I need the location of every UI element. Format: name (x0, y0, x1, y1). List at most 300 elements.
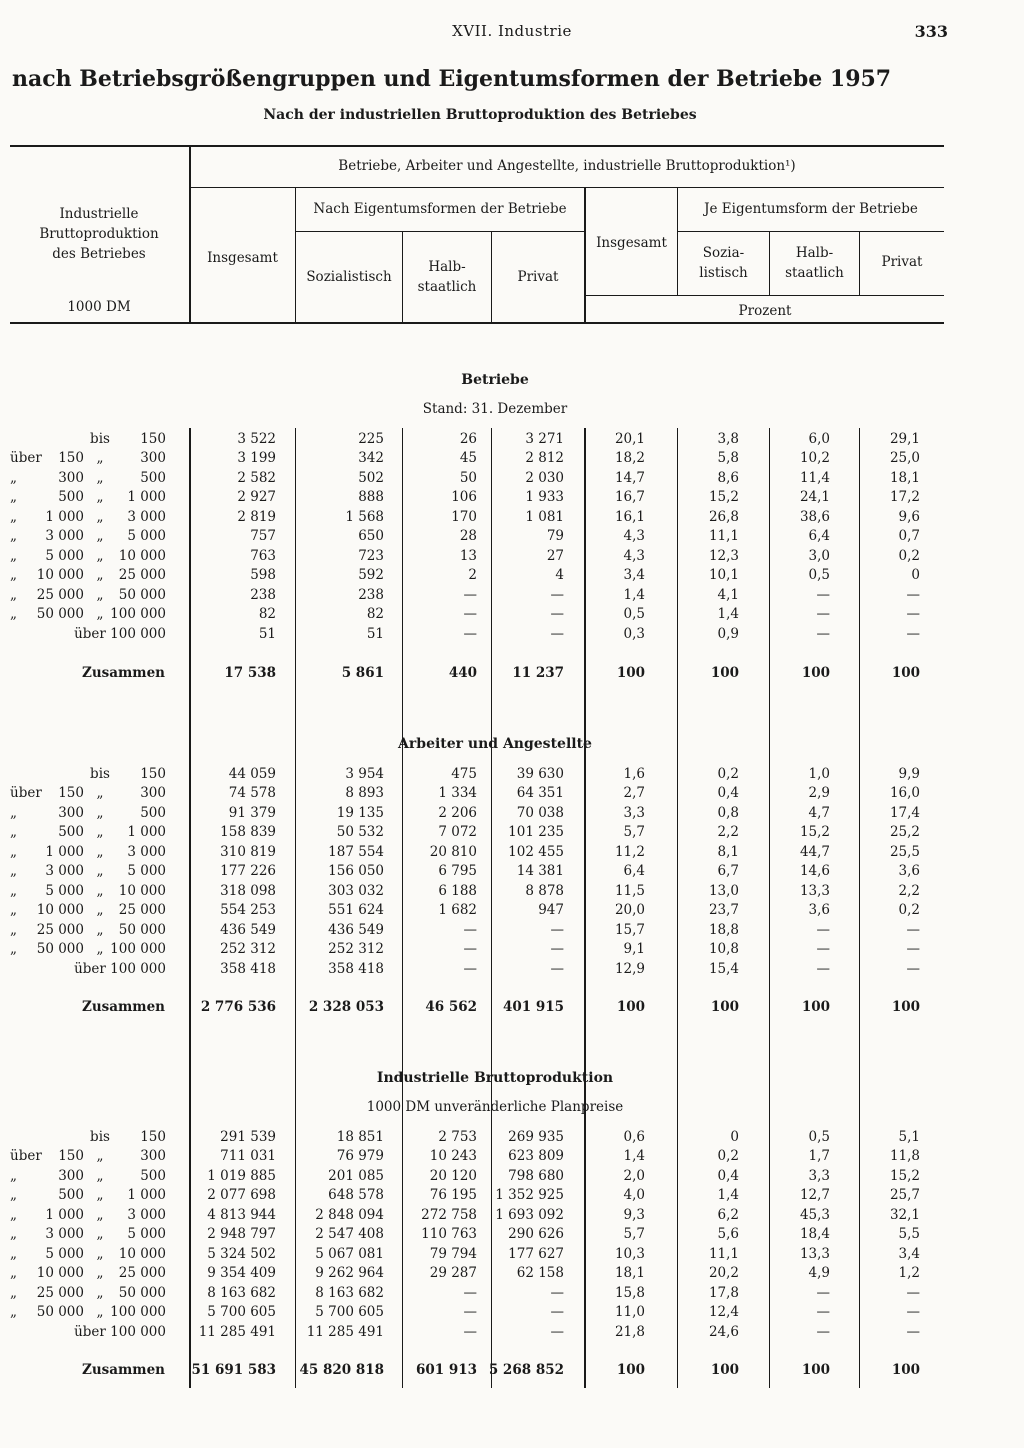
table-cell: 650 (358, 528, 384, 545)
size-to: 100 000 (110, 1304, 166, 1321)
table-cell: 4,3 (623, 528, 645, 545)
table-cell: 0,4 (717, 1167, 739, 1184)
total-row (0, 664, 1024, 684)
table-cell: 5,1 (898, 1129, 920, 1145)
table-cell: 711 031 (220, 1148, 276, 1165)
table-cell: 11,5 (614, 882, 645, 899)
col-group-je-eigentum: Je Eigentumsform der Betriebe (704, 201, 918, 217)
table-cell: — (463, 960, 477, 977)
size-to: 10 000 (118, 547, 166, 564)
total-cell: 100 (710, 1362, 739, 1378)
table-cell: — (463, 586, 477, 603)
size-relation: „ (96, 508, 104, 525)
table-cell: 15,2 (889, 1167, 920, 1184)
table-cell: 947 (538, 902, 564, 919)
table-cell: 290 626 (508, 1226, 564, 1243)
size-to: 10 000 (118, 882, 166, 899)
table-cell: 11,0 (614, 1304, 645, 1321)
size-to: 1 000 (127, 489, 166, 506)
size-from: 3 000 (45, 863, 84, 880)
table-cell: 17,2 (889, 489, 920, 506)
table-cell: 10,8 (708, 941, 739, 958)
table-row (0, 605, 1024, 625)
table-cell: 436 549 (220, 921, 276, 938)
table-cell: 19 135 (336, 804, 384, 821)
table-cell: 13,3 (799, 1245, 830, 1262)
table-cell: 1,6 (623, 766, 645, 782)
table-cell: 44,7 (799, 843, 830, 860)
size-prefix: „ (10, 1206, 17, 1223)
table-cell: — (816, 606, 830, 623)
size-relation: „ (96, 489, 104, 506)
table-cell: 272 758 (421, 1206, 477, 1223)
table-cell: — (550, 941, 564, 958)
size-prefix: „ (10, 1187, 17, 1204)
table-cell: — (550, 921, 564, 938)
table-cell: 3,3 (623, 804, 645, 821)
table-cell: 11,4 (799, 469, 830, 486)
total-cell: 100 (710, 665, 739, 681)
table-row (0, 508, 1024, 528)
table-cell: 79 794 (429, 1245, 477, 1262)
stub-unit: 1000 DM (67, 299, 131, 315)
table-cell: 156 050 (328, 863, 384, 880)
size-prefix: „ (10, 882, 17, 899)
table-cell: — (906, 960, 920, 977)
table-cell: 18,2 (614, 450, 645, 467)
table-cell: 252 312 (328, 941, 384, 958)
size-relation: bis (90, 1129, 110, 1145)
size-relation: „ (96, 824, 104, 841)
table-cell: 252 312 (220, 941, 276, 958)
size-to: 5 000 (127, 863, 166, 880)
table-cell: 551 624 (328, 902, 384, 919)
table-cell: 598 (250, 567, 276, 584)
table-cell: 10,2 (799, 450, 830, 467)
table-cell: 24,6 (708, 1323, 739, 1340)
table-row (0, 843, 1024, 863)
size-to: 25 000 (118, 902, 166, 919)
size-relation: „ (96, 567, 104, 584)
table-cell: 2,0 (623, 1167, 645, 1184)
table-cell: 9 262 964 (315, 1265, 384, 1282)
table-cell: 2,7 (623, 785, 645, 802)
table-cell: 4,1 (717, 586, 739, 603)
table-cell: 9,9 (898, 766, 920, 782)
table-cell: 18 851 (336, 1129, 384, 1145)
table-cell: 1,4 (623, 1148, 645, 1165)
table-cell: 5,5 (898, 1226, 920, 1243)
size-from: 10 000 (36, 567, 84, 584)
size-from: 25 000 (36, 1284, 84, 1301)
table-cell: 16,1 (614, 508, 645, 525)
size-relation: „ (96, 450, 104, 467)
stub-heading: Industrielle Bruttoproduktion des Betriebes (39, 206, 159, 262)
table-cell: 15,2 (799, 824, 830, 841)
table-cell: 358 418 (328, 960, 384, 977)
total-cell: 100 (801, 999, 830, 1015)
table-cell: 3 199 (237, 450, 276, 467)
size-to: 500 (140, 804, 166, 821)
table-row (0, 1225, 1024, 1245)
sub-spanner-rule (296, 231, 584, 232)
table-cell: 20 120 (429, 1167, 477, 1184)
table-cell: 44 059 (228, 766, 276, 782)
table-cell: 342 (358, 450, 384, 467)
table-cell: 358 418 (220, 960, 276, 977)
table-cell: 8,6 (717, 469, 739, 486)
table-cell: 1 682 (438, 902, 477, 919)
table-cell: 6 795 (438, 863, 477, 880)
size-from: 150 (58, 1148, 84, 1165)
table-cell: 27 (546, 547, 564, 564)
table-cell: 0,7 (898, 528, 920, 545)
size-relation: „ (96, 1265, 104, 1282)
size-prefix: „ (10, 606, 17, 623)
table-cell: 1 081 (525, 508, 564, 525)
table-cell: — (463, 1284, 477, 1301)
table-cell: 1,4 (717, 1187, 739, 1204)
table-cell: 110 763 (421, 1226, 477, 1243)
running-head: XVII. Industrie (452, 22, 572, 40)
table-cell: 0,2 (898, 547, 920, 564)
table-cell: — (816, 921, 830, 938)
table-cell: 170 (451, 508, 477, 525)
col-sozialistisch: Sozialistisch (306, 269, 392, 285)
table-cell: — (816, 625, 830, 642)
table-cell: 20,0 (614, 902, 645, 919)
table-cell: 7 072 (438, 824, 477, 841)
table-cell: 24,1 (799, 489, 830, 506)
size-from: 500 (58, 824, 84, 841)
table-cell: 50 (459, 469, 477, 486)
table-cell: — (816, 586, 830, 603)
size-from: 3 000 (45, 528, 84, 545)
header-bottom-rule (10, 322, 944, 324)
size-to: 150 (140, 1129, 166, 1145)
table-row (0, 1206, 1024, 1226)
table-cell: 18,1 (614, 1265, 645, 1282)
total-cell: 100 (801, 1362, 830, 1378)
size-relation: „ (96, 902, 104, 919)
table-row (0, 882, 1024, 902)
size-to: 100 000 (110, 606, 166, 623)
table-cell: 2 819 (237, 508, 276, 525)
table-cell: 1,7 (808, 1148, 830, 1165)
table-row (0, 901, 1024, 921)
table-cell: — (550, 960, 564, 977)
table-cell: 2 848 094 (315, 1206, 384, 1223)
table-cell: — (463, 1323, 477, 1340)
table-cell: 6,7 (717, 863, 739, 880)
col-halbstaatlich: Halb- staatlich (417, 259, 477, 295)
size-to: 150 (140, 766, 166, 782)
size-prefix: „ (10, 824, 17, 841)
table-cell: 592 (358, 567, 384, 584)
table-cell: 5,8 (717, 450, 739, 467)
table-cell: 4 813 944 (207, 1206, 276, 1223)
table-row (0, 804, 1024, 824)
table-cell: 6,4 (623, 863, 645, 880)
table-cell: 225 (358, 431, 384, 447)
table-cell: 0,5 (808, 567, 830, 584)
table-cell: 5,7 (623, 824, 645, 841)
size-prefix: „ (10, 1304, 17, 1321)
table-cell: 3,6 (808, 902, 830, 919)
table-cell: 20,1 (614, 431, 645, 447)
table-row (0, 488, 1024, 508)
table-cell: 2 948 797 (207, 1226, 276, 1243)
table-cell: 16,7 (614, 489, 645, 506)
size-to: 25 000 (118, 1265, 166, 1282)
table-row (0, 1186, 1024, 1206)
table-cell: 8 878 (525, 882, 564, 899)
table-cell: 5,6 (717, 1226, 739, 1243)
size-from: 50 000 (36, 1304, 84, 1321)
table-cell: 14 381 (516, 863, 564, 880)
table-cell: 2 753 (438, 1129, 477, 1145)
table-row (0, 823, 1024, 843)
size-relation: „ (96, 586, 104, 603)
table-cell: 2 (468, 567, 477, 584)
table-cell: 0 (911, 567, 920, 584)
table-cell: 32,1 (889, 1206, 920, 1223)
table-cell: 436 549 (328, 921, 384, 938)
table-cell: 29 287 (429, 1265, 477, 1282)
table-cell: 62 158 (516, 1265, 564, 1282)
total-cell: 100 (616, 999, 645, 1015)
size-from: 10 000 (36, 1265, 84, 1282)
table-cell: 1 568 (345, 508, 384, 525)
table-cell: 0,2 (898, 902, 920, 919)
table-row (0, 547, 1024, 567)
table-cell: 10,3 (614, 1245, 645, 1262)
size-relation: „ (96, 1245, 104, 1262)
table-cell: 310 819 (220, 843, 276, 860)
size-prefix: „ (10, 843, 17, 860)
total-cell: 100 (891, 665, 920, 681)
table-cell: 2 206 (438, 804, 477, 821)
table-cell: 26 (459, 431, 477, 447)
table-row (0, 566, 1024, 586)
size-from: 1 000 (45, 508, 84, 525)
table-cell: 3 954 (345, 766, 384, 782)
size-from: 10 000 (36, 902, 84, 919)
table-cell: 2,9 (808, 785, 830, 802)
table-cell: 25,7 (889, 1187, 920, 1204)
table-cell: 11 285 491 (306, 1323, 384, 1340)
total-cell: 5 268 852 (488, 1362, 564, 1378)
table-cell: 13 (459, 547, 477, 564)
table-cell: 15,4 (708, 960, 739, 977)
size-relation: „ (96, 547, 104, 564)
table-cell: 9,3 (623, 1206, 645, 1223)
table-cell: 9 354 409 (207, 1265, 276, 1282)
size-prefix: „ (10, 489, 17, 506)
table-row (0, 1128, 1024, 1148)
size-relation: „ (96, 941, 104, 958)
table-cell: 3,3 (808, 1167, 830, 1184)
table-row (0, 921, 1024, 941)
table-cell: 21,8 (614, 1323, 645, 1340)
table-cell: — (906, 606, 920, 623)
table-cell: 0,2 (717, 766, 739, 782)
total-cell: 5 861 (341, 665, 384, 681)
table-cell: 12,3 (708, 547, 739, 564)
table-cell: 158 839 (220, 824, 276, 841)
prozent-label: Prozent (738, 303, 792, 319)
table-cell: 18,1 (889, 469, 920, 486)
table-row (0, 765, 1024, 785)
table-cell: 8 893 (345, 785, 384, 802)
table-cell: — (906, 586, 920, 603)
page-subtitle: Nach der industriellen Bruttoproduktion des Betriebes (263, 107, 697, 123)
table-cell: 17,4 (889, 804, 920, 821)
table-cell: 106 (451, 489, 477, 506)
size-to: 50 000 (118, 921, 166, 938)
table-cell: 1 693 092 (495, 1206, 564, 1223)
table-cell: 2 582 (237, 469, 276, 486)
table-cell: 0,4 (717, 785, 739, 802)
table-cell: — (816, 1284, 830, 1301)
spanner-rule (190, 187, 944, 188)
size-prefix: „ (10, 1245, 17, 1262)
table-cell: 2 812 (525, 450, 564, 467)
table-cell: 1 019 885 (207, 1167, 276, 1184)
size-relation: „ (96, 528, 104, 545)
size-prefix: „ (10, 567, 17, 584)
prozent-rule (585, 295, 944, 296)
table-cell: 5 700 605 (207, 1304, 276, 1321)
table-cell: — (550, 606, 564, 623)
table-cell: 2 547 408 (315, 1226, 384, 1243)
table-cell: 5,7 (623, 1226, 645, 1243)
table-cell: 502 (358, 469, 384, 486)
size-relation: „ (96, 882, 104, 899)
section-title: Industrielle Bruttoproduktion (376, 1070, 614, 1086)
size-prefix: „ (10, 941, 17, 958)
table-row (0, 1245, 1024, 1265)
table-cell: 1,2 (898, 1265, 920, 1282)
size-from: 50 000 (36, 941, 84, 958)
table-cell: 9,1 (623, 941, 645, 958)
table-cell: 15,8 (614, 1284, 645, 1301)
table-cell: — (816, 941, 830, 958)
table-cell: — (816, 1304, 830, 1321)
size-prefix: „ (10, 804, 17, 821)
total-cell: 11 237 (512, 665, 564, 681)
size-prefix: „ (10, 508, 17, 525)
table-cell: 0,5 (808, 1129, 830, 1145)
table-cell: — (906, 1284, 920, 1301)
size-from: 5 000 (45, 547, 84, 564)
table-cell: 16,0 (889, 785, 920, 802)
table-cell: 82 (258, 606, 276, 623)
total-cell: 100 (891, 1362, 920, 1378)
table-row (0, 784, 1024, 804)
table-cell: 8 163 682 (315, 1284, 384, 1301)
table-row (0, 1147, 1024, 1167)
table-cell: 2 077 698 (207, 1187, 276, 1204)
size-to: 1 000 (127, 824, 166, 841)
size-from: 5 000 (45, 1245, 84, 1262)
total-cell: 100 (891, 999, 920, 1015)
table-cell: 5 324 502 (207, 1245, 276, 1262)
table-cell: 15,2 (708, 489, 739, 506)
col-insgesamt-pct: Insgesamt (596, 235, 667, 251)
table-cell: 1,4 (623, 586, 645, 603)
size-to: 50 000 (118, 586, 166, 603)
table-cell: 1 933 (525, 489, 564, 506)
table-cell: 1,4 (717, 606, 739, 623)
table-cell: 26,8 (708, 508, 739, 525)
table-cell: 3 522 (237, 431, 276, 447)
table-cell: 17,8 (708, 1284, 739, 1301)
size-relation: „ (96, 1206, 104, 1223)
spanner-heading: Betriebe, Arbeiter und Angestellte, industrielle Bruttoproduktion¹) (338, 158, 796, 174)
size-relation: bis (90, 431, 110, 447)
table-cell: 4,3 (623, 547, 645, 564)
total-label: Zusammen (82, 1362, 165, 1378)
size-to: 500 (140, 469, 166, 486)
table-cell: 11,1 (708, 528, 739, 545)
size-relation: bis (90, 766, 110, 782)
table-cell: 101 235 (508, 824, 564, 841)
table-cell: 6,4 (808, 528, 830, 545)
table-cell: 0,8 (717, 804, 739, 821)
table-cell: 76 979 (336, 1148, 384, 1165)
total-cell: 100 (616, 1362, 645, 1378)
section-title: Arbeiter und Angestellte (398, 736, 592, 752)
table-cell: — (550, 1323, 564, 1340)
table-cell: 4,0 (623, 1187, 645, 1204)
table-cell: 12,4 (708, 1304, 739, 1321)
table-cell: 45 (459, 450, 477, 467)
total-cell: 100 (801, 665, 830, 681)
table-cell: — (906, 625, 920, 642)
size-relation: „ (96, 1167, 104, 1184)
table-cell: — (463, 941, 477, 958)
total-cell: 601 913 (415, 1362, 477, 1378)
size-to: 50 000 (118, 1284, 166, 1301)
table-cell: 18,8 (708, 921, 739, 938)
size-from: 25 000 (36, 921, 84, 938)
size-to: 100 000 (110, 941, 166, 958)
table-cell: 38,6 (799, 508, 830, 525)
table-cell: 11 285 491 (198, 1323, 276, 1340)
table-cell: 1 352 925 (495, 1187, 564, 1204)
table-cell: 798 680 (508, 1167, 564, 1184)
size-relation: „ (96, 785, 104, 802)
table-cell: 50 532 (336, 824, 384, 841)
size-from: 3 000 (45, 1226, 84, 1243)
section-title: Betriebe (461, 372, 529, 388)
size-to: 5 000 (127, 1226, 166, 1243)
size-relation: „ (96, 469, 104, 486)
table-cell: 4 (555, 567, 564, 584)
size-relation: „ (96, 1304, 104, 1321)
table-cell: — (550, 625, 564, 642)
table-cell: 3,0 (808, 547, 830, 564)
table-cell: 82 (366, 606, 384, 623)
table-row (0, 527, 1024, 547)
table-cell: 14,7 (614, 469, 645, 486)
table-cell: — (550, 1304, 564, 1321)
size-relation: „ (96, 1226, 104, 1243)
table-cell: 11,8 (889, 1148, 920, 1165)
table-cell: 888 (358, 489, 384, 506)
size-prefix: „ (10, 1265, 17, 1282)
